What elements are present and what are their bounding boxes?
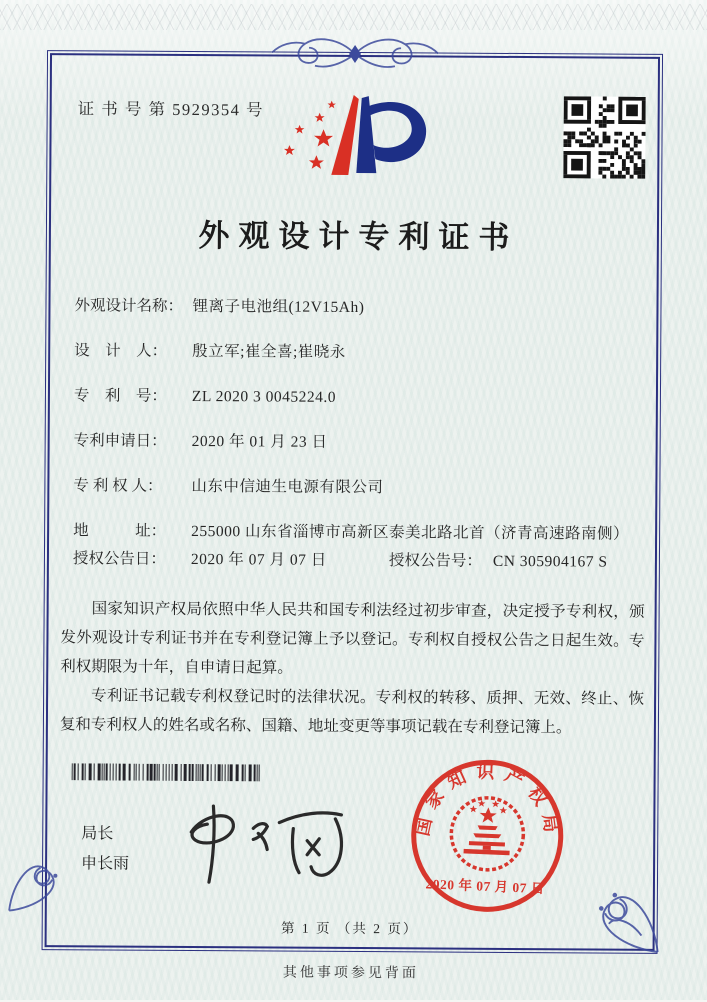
signer-title: 局长 [81,825,114,843]
fields-block [73,295,641,573]
field-label: 专 利 号： [73,387,168,405]
legal-paragraph: 国家知识产权局依照中华人民共和国专利法经过初步审查，决定授予专利权，颁发外观设计专利证书并在专利登记簿上予以登记。专利权自授权公告之日起生效。专利权期限为十年，自申请日起算。 [60,600,645,677]
certificate-title: 外观设计专利证书 [198,218,519,256]
official-seal [402,751,573,922]
field-value: 255000 山东省淄博市高新区泰美北路北首（济青高速路南侧） [191,523,630,543]
seal-date: 2020 年 07 月 07 日 [425,876,546,897]
grant-number: CN 305904167 S [492,552,608,571]
cnipa-logo-icon [269,84,446,203]
top-flourish-ornament [230,30,480,78]
page-number: 第 1 页 （共 2 页） [280,920,419,937]
field-value: 2020 年 01 月 23 日 [191,433,328,451]
signature-handwriting [177,798,363,894]
field-value: ZL 2020 3 0045224.0 [191,388,337,406]
field-address [73,520,639,545]
field-filing-date [74,430,640,455]
certificate-number: 证 书 号 第 5929354 号 [77,99,265,120]
field-value: 山东中信迪生电源有限公司 [191,478,384,497]
field-label: 授权公告日： [72,550,167,568]
field-grant-row [73,548,639,573]
grant-date: 2020 年 07 月 07 日 [190,551,327,569]
field-patentee [73,475,639,500]
field-value: 锂离子电池组(12V15Ah) [192,298,365,317]
field-designers [74,340,640,365]
barcode [72,763,264,781]
national-emblem-icon [450,796,525,871]
svg-text:国家知识产权局 [412,758,566,843]
field-patent-number [74,385,640,410]
seal-text: 国家知识产权局 [412,761,563,843]
field-label: 专 利 权 人： [73,477,163,495]
field-design-name [74,295,640,320]
corner-flourish-icon [7,835,85,913]
field-label: 设 计 人： [74,342,168,360]
qr-code [563,96,645,178]
certificate-frame [42,50,663,954]
back-side-note: 其他事项参见背面 [282,965,419,982]
corner-flourish-icon [565,858,662,955]
field-label: 专利申请日： [73,432,167,450]
field-value: 殷立军;崔全喜;崔晓永 [192,343,346,361]
field-label: 授权公告号： [388,552,483,570]
signer-name: 申长雨 [81,855,130,873]
field-label: 地 址： [73,522,167,540]
legal-text-block [60,594,645,743]
legal-paragraph: 专利证书记载专利权登记时的法律状况。专利权的转移、质押、无效、终止、恢复和专利权人的姓名或名称、国籍、地址变更等事项记载在专利登记簿上。 [59,687,645,737]
signer-block [81,819,129,879]
field-label: 外观设计名称： [74,297,184,315]
